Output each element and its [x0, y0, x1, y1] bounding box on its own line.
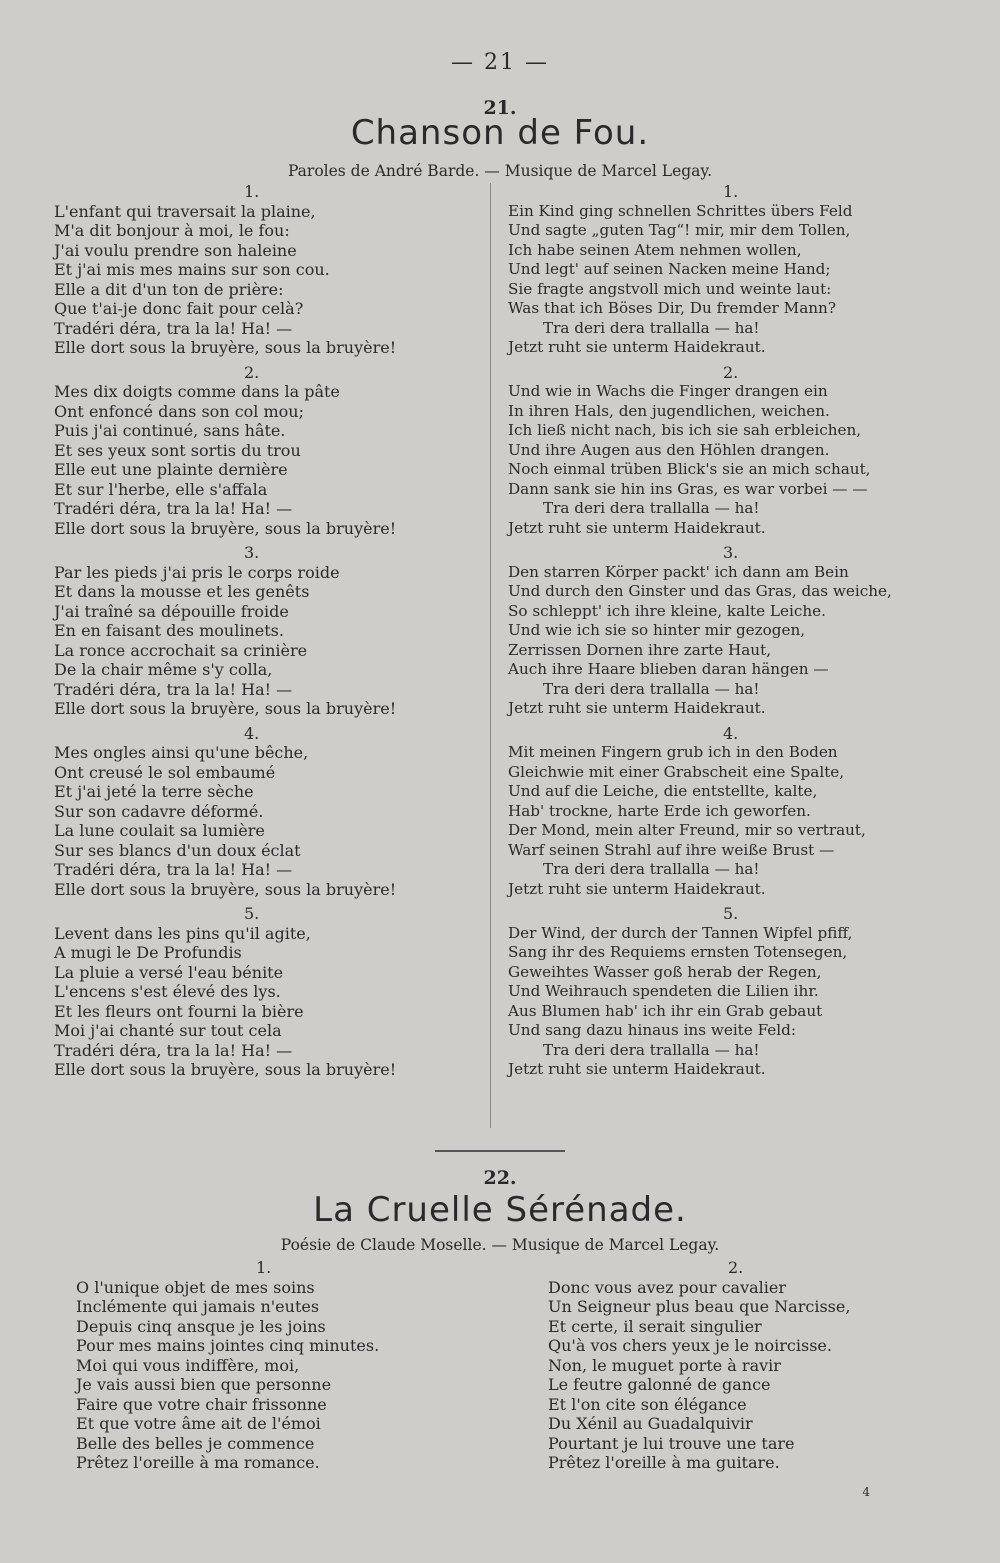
verse-line: Tradéri déra, tra la la! Ha! — [54, 499, 293, 518]
verse-line: Sie fragte angstvoll mich und weinte laut: [508, 279, 832, 298]
verse-number: 4. [723, 723, 739, 743]
verse-number: 1. [256, 1258, 272, 1277]
verse-line: Sur ses blancs d'un doux éclat [54, 840, 301, 860]
verse-line: Moi qui vous indiffère, moi, [76, 1355, 300, 1375]
verse-line: Jetzt ruht sie unterm Haidekraut. [508, 879, 766, 898]
signature-mark: 4 [862, 1485, 870, 1499]
verse-line: J'ai traîné sa dépouille froide [54, 601, 289, 621]
verse-line: Et j'ai jeté la terre sèche [54, 782, 254, 801]
verse-line: Non, le muguet porte à ravir [548, 1355, 781, 1375]
song-22-verse-1 [76, 1258, 496, 1473]
verse-line: Mit meinen Fingern grub ich in den Boden [508, 743, 838, 761]
verse-line: Faire que votre chair frissonne [76, 1394, 327, 1414]
verse-line: Tra deri dera trallalla — ha! [543, 679, 760, 698]
verse [508, 182, 988, 358]
verse-line: Ich ließ nicht nach, bis ich sie sah erbleichen, [508, 421, 862, 439]
verse-line: Pour mes mains jointes cinq minutes. [76, 1336, 380, 1355]
verse-line: Und sang dazu hinaus ins weite Feld: [508, 1021, 796, 1039]
verse-line: Jetzt ruht sie unterm Haidekraut. [508, 699, 766, 717]
verse-line: Prêtez l'oreille à ma romance. [76, 1453, 320, 1472]
verse-line: Gleichwie mit einer Grabscheit eine Spalte, [508, 762, 845, 781]
verse-line: Geweihtes Wasser goß herab der Regen, [508, 962, 822, 981]
verse-line: Ont creusé le sol embaumé [54, 762, 276, 782]
verse-line: Der Wind, der durch der Tannen Wipfel pfiff, [508, 923, 853, 942]
verse-line: Ein Kind ging schnellen Schrittes übers Feld [508, 201, 853, 220]
verse-line: Et ses yeux sont sortis du trou [54, 440, 301, 460]
verse-line: Der Mond, mein alter Freund, mir so vertraut, [508, 821, 866, 839]
section-rule [435, 1150, 565, 1152]
verse-line: Belle des belles je commence [76, 1433, 315, 1453]
verse-line: Sur son cadavre déformé. [54, 801, 264, 821]
verse-line: Tra deri dera trallalla — ha! [543, 1040, 760, 1059]
verse-line: Jetzt ruht sie unterm Haidekraut. [508, 1060, 766, 1078]
verse-line: Et l'on cite son élégance [548, 1394, 747, 1414]
verse-line: Und sagte „guten Tag“! mir, mir dem Tollen, [508, 221, 851, 239]
verse-line: Und auf die Leiche, die entstellte, kalte, [508, 782, 818, 800]
verse [54, 182, 484, 358]
verse-line: Elle dort sous la bruyère, sous la bruyère! [54, 879, 397, 899]
verse-line: Et que votre âme ait de l'émoi [76, 1414, 321, 1433]
verse-number: 3. [723, 543, 739, 562]
verse-line: Zerrissen Dornen ihre zarte Haut, [508, 640, 772, 659]
verse [54, 363, 484, 539]
verse-line: Levent dans les pins qu'il agite, [54, 923, 311, 943]
verse-line: J'ai voulu prendre son haleine [54, 240, 297, 260]
verse-line: Je vais aussi bien que personne [76, 1375, 332, 1394]
verse-line: Und ihre Augen aus den Höhlen drangen. [508, 440, 830, 459]
verse-number: 4. [244, 723, 260, 743]
verse-line: Qu'à vos chers yeux je le noircisse. [548, 1336, 832, 1355]
verse-number: 2. [723, 362, 739, 382]
song-21-number: 21. [483, 97, 517, 119]
column-divider [490, 183, 491, 1128]
verse-line: Sang ihr des Requiems ernsten Totensegen, [508, 943, 848, 961]
verse-line: Auch ihre Haare blieben daran hängen — [508, 660, 829, 678]
verse-line: Tra deri dera trallalla — ha! [543, 318, 760, 337]
verse-line: L'encens s'est élevé des lys. [54, 982, 281, 1001]
verse-line: So schleppt' ich ihre kleine, kalte Leiche. [508, 601, 826, 620]
verse-line: Jetzt ruht sie unterm Haidekraut. [508, 338, 766, 356]
verse-number: 2. [728, 1258, 744, 1277]
verse [54, 904, 484, 1080]
verse [508, 724, 988, 900]
verse-number: 1. [244, 182, 260, 201]
verse-line: Was that ich Böses Dir, Du fremder Mann? [508, 299, 836, 317]
verse [508, 904, 988, 1080]
verse-line: Et certe, il serait singulier [548, 1316, 762, 1336]
verse-line: Moi j'ai chanté sur tout cela [54, 1021, 282, 1040]
verse-line: Elle dort sous la bruyère, sous la bruyère! [54, 1060, 397, 1079]
verse-number: 5. [244, 904, 260, 923]
verse-line: Und wie in Wachs die Finger drangen ein [508, 382, 828, 400]
verse-line: Donc vous avez pour cavalier [548, 1277, 786, 1297]
verse [54, 543, 484, 719]
verse-line: La ronce accrochait sa crinière [54, 640, 308, 660]
verse-line: M'a dit bonjour à moi, le fou: [54, 221, 290, 240]
verse-line: Ont enfoncé dans son col mou; [54, 401, 304, 421]
verse-line: Elle a dit d'un ton de prière: [54, 279, 284, 299]
verse-line: Par les pieds j'ai pris le corps roide [54, 562, 340, 582]
verse-line: L'enfant qui traversait la plaine, [54, 201, 316, 221]
song-22-number: 22. [483, 1167, 517, 1189]
verse-line: Et sur l'herbe, elle s'affala [54, 479, 268, 499]
verse-line: La pluie a versé l'eau bénite [54, 962, 284, 982]
verse-number: 5. [723, 904, 739, 923]
page-number: — 21 — [451, 50, 549, 75]
verse-line: Und durch den Ginster und das Gras, das weiche, [508, 582, 892, 600]
verse-line: Und Weihrauch spendeten die Lilien ihr. [508, 982, 819, 1000]
verse [54, 724, 484, 900]
verse-line: Depuis cinq ansque je les joins [76, 1316, 326, 1336]
verse-line: Pourtant je lui trouve une tare [548, 1433, 795, 1453]
verse-line: Elle dort sous la bruyère, sous la bruyère! [54, 338, 397, 357]
verse-line: Mes ongles ainsi qu'une bêche, [54, 743, 309, 762]
verse-line: Elle dort sous la bruyère, sous la bruyère! [54, 518, 397, 538]
verse-line: Und wie ich sie so hinter mir gezogen, [508, 621, 806, 639]
verse-line: Aus Blumen hab' ich ihr ein Grab gebaut [508, 1001, 823, 1020]
verse-line: Tra deri dera trallalla — ha! [543, 860, 760, 878]
song-22-credits: Poésie de Claude Moselle. — Musique de Marcel Legay. [280, 1236, 720, 1254]
song-21-title: Chanson de Fou. [350, 113, 650, 153]
verse-line: Mes dix doigts comme dans la pâte [54, 382, 340, 401]
song-22-title: La Cruelle Sérénade. [313, 1190, 687, 1230]
verse-number: 3. [244, 543, 260, 562]
verse-number: 2. [244, 362, 260, 382]
verse-line: La lune coulait sa lumière [54, 821, 265, 840]
verse [508, 363, 988, 539]
verse [508, 543, 988, 719]
verse-line: Tradéri déra, tra la la! Ha! — [54, 1040, 293, 1060]
verse-line: Und legt' auf seinen Nacken meine Hand; [508, 260, 831, 278]
verse-line: Warf seinen Strahl auf ihre weiße Brust — [508, 840, 835, 859]
song-22-verse-2 [548, 1258, 968, 1473]
verse-line: Puis j'ai continué, sans hâte. [54, 421, 286, 440]
verse-line: Un Seigneur plus beau que Narcisse, [548, 1297, 851, 1316]
verse-line: In ihren Hals, den jugendlichen, weichen. [508, 401, 830, 420]
verse-line: En en faisant des moulinets. [54, 621, 284, 640]
verse-line: Jetzt ruht sie unterm Haidekraut. [508, 518, 766, 537]
verse-line: Tradéri déra, tra la la! Ha! — [54, 860, 293, 879]
verse-line: Prêtez l'oreille à ma guitare. [548, 1453, 780, 1472]
verse-line: Le feutre galonné de gance [548, 1375, 771, 1394]
verse-line: Elle eut une plainte dernière [54, 460, 288, 479]
verse-line: Et j'ai mis mes mains sur son cou. [54, 260, 330, 279]
song-21-french-column [54, 182, 484, 1080]
verse-line: O l'unique objet de mes soins [76, 1277, 315, 1297]
verse-line: Et dans la mousse et les genêts [54, 582, 310, 601]
verse-line: Tradéri déra, tra la la! Ha! — [54, 318, 293, 338]
verse-line: Noch einmal trüben Blick's sie an mich schaut, [508, 460, 871, 478]
verse-line: Inclémente qui jamais n'eutes [76, 1297, 320, 1316]
verse-number: 1. [723, 182, 739, 201]
verse-line: A mugi le De Profundis [54, 943, 242, 962]
verse-line: Du Xénil au Guadalquivir [548, 1414, 753, 1433]
song-21-german-column [508, 182, 988, 1080]
verse-line: Et les fleurs ont fourni la bière [54, 1001, 304, 1021]
verse-line: Que t'ai-je donc fait pour celà? [54, 299, 304, 318]
verse-line: De la chair même s'y colla, [54, 660, 273, 679]
verse-line: Den starren Körper packt' ich dann am Bein [508, 562, 849, 581]
verse-line: Hab' trockne, harte Erde ich geworfen. [508, 801, 811, 820]
verse-line: Tra deri dera trallalla — ha! [543, 499, 760, 517]
verse-line: Elle dort sous la bruyère, sous la bruyère! [54, 699, 397, 718]
song-21-credits: Paroles de André Barde. — Musique de Marcel Legay. [287, 162, 713, 180]
verse-line: Tradéri déra, tra la la! Ha! — [54, 679, 293, 699]
verse-line: Ich habe seinen Atem nehmen wollen, [508, 240, 802, 259]
verse-line: Dann sank sie hin ins Gras, es war vorbei — — [508, 479, 868, 498]
